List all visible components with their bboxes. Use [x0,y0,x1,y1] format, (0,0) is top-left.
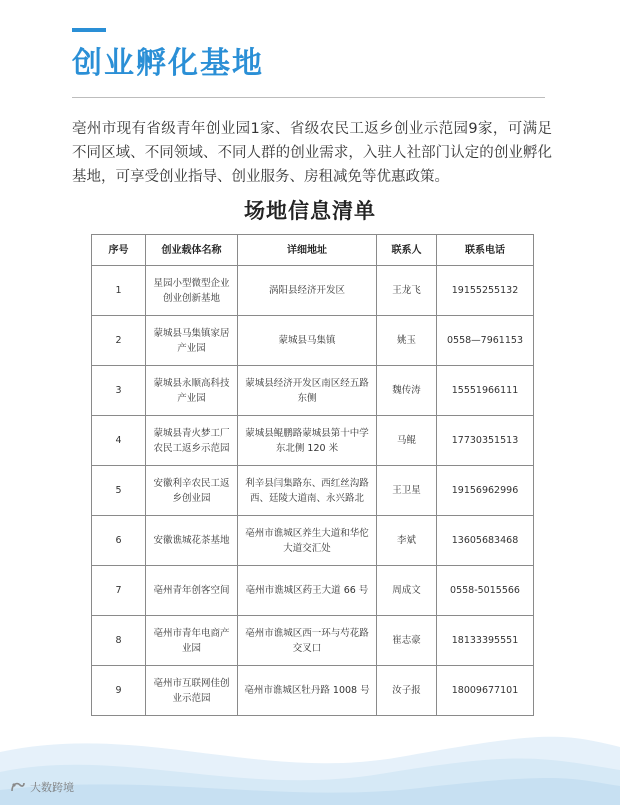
cell-name: 亳州市青年电商产业园 [146,616,238,666]
cell-name: 安徽谯城花茶基地 [146,516,238,566]
page-title: 创业孵化基地 [72,46,264,81]
intro-paragraph: 亳州市现有省级青年创业园1家、省级农民工返乡创业示范园9家，可满足不同区域、不同领域、不同人群的创业需求，入驻人社部门认定的创业孵化基地，可享受创业指导、创业服务、房租减免等优惠政策。 [72,121,552,185]
cell-address: 蒙城县鲲鹏路蒙城县第十中学东北侧 120 米 [238,416,377,466]
cell-no: 2 [92,316,146,366]
cell-contact: 魏传涛 [377,366,437,416]
cell-address: 涡阳县经济开发区 [238,266,377,316]
decorative-wave [0,712,620,805]
watermark-logo-icon [10,780,26,794]
cell-name: 亳州青年创客空间 [146,566,238,616]
cell-name: 蒙城县永顺高科技产业园 [146,366,238,416]
table-row [92,516,534,566]
watermark-text: 大数跨境 [30,781,74,794]
col-header-contact: 联系人 [377,235,437,266]
cell-phone: 15551966111 [437,366,534,416]
cell-name: 亳州市互联网佳创业示范园 [146,666,238,716]
cell-no: 8 [92,616,146,666]
watermark [10,777,74,797]
cell-phone: 0558—7961153 [437,316,534,366]
cell-contact: 姚玉 [377,316,437,366]
cell-name: 安徽利辛农民工返乡创业园 [146,466,238,516]
table-row [92,366,534,416]
cell-contact: 崔志豪 [377,616,437,666]
table-row [92,416,534,466]
cell-address: 亳州市谯城区药王大道 66 号 [238,566,377,616]
cell-phone: 19155255132 [437,266,534,316]
table-row [92,566,534,616]
cell-contact: 周成文 [377,566,437,616]
col-header-no: 序号 [92,235,146,266]
table-header-row [92,235,534,266]
cell-phone: 19156962996 [437,466,534,516]
cell-no: 1 [92,266,146,316]
cell-phone: 13605683468 [437,516,534,566]
cell-address: 亳州市谯城区养生大道和华佗大道交汇处 [238,516,377,566]
table-row [92,266,534,316]
cell-no: 6 [92,516,146,566]
accent-bar [72,28,106,32]
cell-contact: 王卫星 [377,466,437,516]
table-row [92,466,534,516]
cell-address: 亳州市谯城区西一环与芍花路交叉口 [238,616,377,666]
col-header-name: 创业载体名称 [146,235,238,266]
cell-no: 9 [92,666,146,716]
cell-address: 利辛县闫集路东、西红丝沟路西、廷陵大道南、永兴路北 [238,466,377,516]
cell-phone: 17730351513 [437,416,534,466]
table-row [92,616,534,666]
cell-address: 亳州市谯城区牡丹路 1008 号 [238,666,377,716]
cell-contact: 汝子报 [377,666,437,716]
table-row [92,316,534,366]
cell-no: 5 [92,466,146,516]
cell-no: 4 [92,416,146,466]
col-header-phone: 联系电话 [437,235,534,266]
cell-no: 3 [92,366,146,416]
cell-phone: 18009677101 [437,666,534,716]
cell-contact: 王龙飞 [377,266,437,316]
site-info-table [91,234,534,716]
table-row [92,666,534,716]
cell-address: 蒙城县马集镇 [238,316,377,366]
cell-name: 星园小型微型企业创业创新基地 [146,266,238,316]
cell-phone: 0558-5015566 [437,566,534,616]
cell-name: 蒙城县青火梦工厂农民工返乡示范园 [146,416,238,466]
cell-name: 蒙城县马集镇家居产业园 [146,316,238,366]
col-header-address: 详细地址 [238,235,377,266]
title-divider [72,97,545,98]
table-title: 场地信息清单 [244,199,376,223]
cell-no: 7 [92,566,146,616]
cell-contact: 李斌 [377,516,437,566]
cell-address: 蒙城县经济开发区南区经五路东侧 [238,366,377,416]
cell-phone: 18133395551 [437,616,534,666]
cell-contact: 马鲲 [377,416,437,466]
